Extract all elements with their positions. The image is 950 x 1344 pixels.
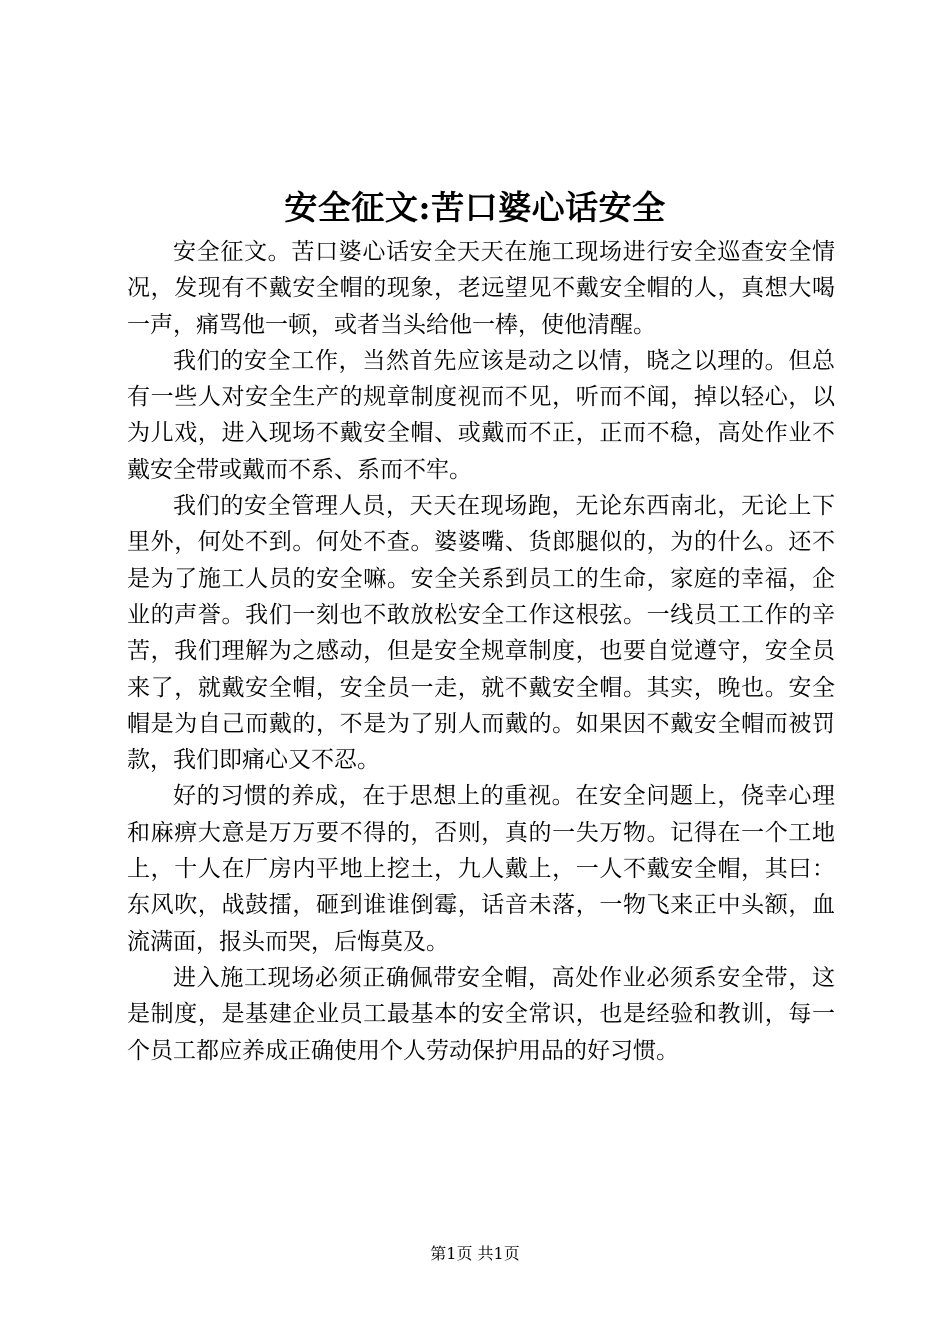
document-body [127,234,835,1069]
document-title: 安全征文:苦口婆心话安全 [284,188,666,227]
paragraph-5: 进入施工现场必须正确佩带安全帽，高处作业必须系安全带，这是制度，是基建企业员工最基本的安全常识，也是经验和教训，每一个员工都应养成正确使用个人劳动保护用品的好习惯。 [127,964,835,1064]
paragraph-2: 我们的安全工作，当然首先应该是动之以情，晓之以理的。但总有一些人对安全生产的规章制度视而不见，听而不闻，掉以轻心，以为儿戏，进入现场不戴安全帽、或戴而不正，正而不稳，高处作业不戴安全带或戴而不系、系而不牢。 [127,347,835,483]
paragraph-4: 好的习惯的养成，在于思想上的重视。在安全问题上，侥幸心理和麻痹大意是万万要不得的，否则，真的一失万物。记得在一个工地上，十人在厂房内平地上挖土，九人戴上，一人不戴安全帽，其曰：东风吹，战鼓擂，砸到谁谁倒霉，话音未落，一物飞来正中头额，血流满面，报头而哭，后悔莫及。 [127,783,835,955]
paragraph-3: 我们的安全管理人员，天天在现场跑，无论东西南北，无论上下里外，何处不到。何处不查。婆婆嘴、货郎腿似的，为的什么。还不是为了施工人员的安全嘛。安全关系到员工的生命，家庭的幸福，企业的声誉。我们一刻也不敢放松安全工作这根弦。一线员工工作的辛苦，我们理解为之感动，但是安全规章制度，也要自觉遵守，安全员来了，就戴安全帽，安全员一走，就不戴安全帽。其实，晚也。安全帽是为自己而戴的，不是为了别人而戴的。如果因不戴安全帽而被罚款，我们即痛心又不忍。 [127,493,835,774]
page-footer: 第1页 共1页 [430,1244,520,1263]
paragraph-1: 安全征文。苦口婆心话安全天天在施工现场进行安全巡查安全情况，发现有不戴安全帽的现象，老远望见不戴安全帽的人，真想大喝一声，痛骂他一顿，或者当头给他一棒，使他清醒。 [127,239,835,338]
